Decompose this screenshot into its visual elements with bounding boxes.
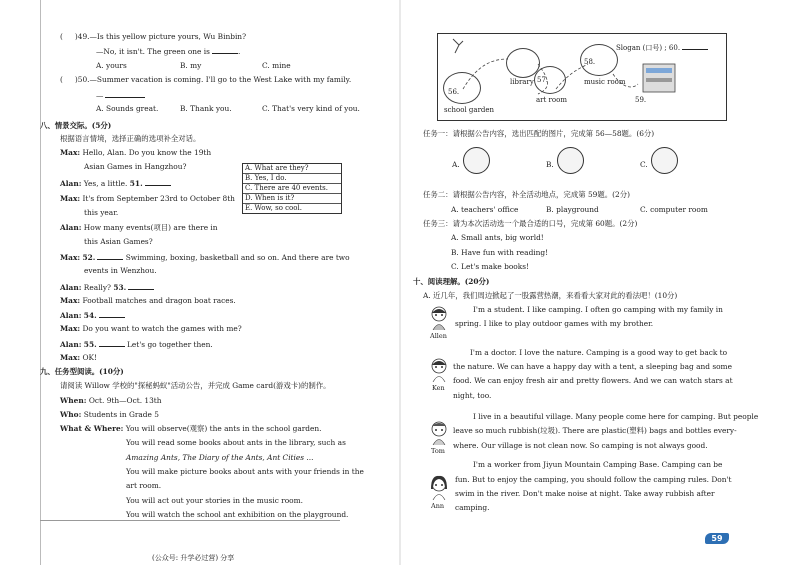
q49-option-c: C. mine	[262, 61, 291, 70]
section8-title: 八、情景交际。(5分)	[40, 121, 112, 130]
ken-text-line: I'm a doctor. I love the nature. Camping is a good way to get back to	[470, 348, 728, 357]
dialogue-line: this year.	[84, 208, 119, 217]
task2-option-a: A. teachers' office	[451, 205, 519, 214]
ken-name: Ken	[432, 384, 445, 392]
q49-question: ( )49.—Is this yellow picture yours, Wu Binbin?	[60, 32, 247, 41]
notice-item: You will read some books about ants in the library, such as	[126, 438, 346, 447]
pic-label-b: B.	[546, 160, 554, 169]
section10-intro: A. 近几年，我们周边掀起了一股露营热潮，来看看大家对此的看法吧！(10分)	[423, 291, 678, 300]
dialogue-line: Max: Hello, Alan. Do you know the 19th	[60, 148, 212, 157]
task3-option-b: B. Have fun with reading!	[451, 248, 549, 257]
task3-option-a: A. Small ants, big world!	[451, 233, 544, 242]
option-d: D. When is it?	[243, 194, 341, 204]
tom-text-line: leave so much rubbish(垃圾). There are plastic(塑料) bags and bottles every-	[453, 426, 737, 435]
school-garden-label: school garden	[444, 106, 495, 114]
ann-text-line: swim in the river. Don't make noise at night. Take away rubbish after	[455, 489, 715, 498]
blank-58: 58.	[584, 58, 596, 66]
dialogue-line: Alan: 55. Let's go together then.	[60, 340, 213, 349]
dialogue-line: Max: 52. Swimming, boxing, basketball and so on. And there are two	[60, 253, 350, 262]
tom-text-line: I live in a beautiful village. Many people come here for camping. But people	[473, 412, 759, 421]
footer-text: (公众号: 升学必过营) 分享	[152, 554, 235, 562]
pic-label-a: A.	[452, 160, 460, 169]
q50-question: ( )50.—Summer vacation is coming. I'll go to the West Lake with my family.	[60, 75, 352, 84]
section10-title: 十、阅读理解。(20分)	[413, 277, 490, 286]
dialogue-line: Max: It's from September 23rd to October 8th	[60, 194, 235, 203]
notice-when: When: Oct. 9th—Oct. 13th	[60, 396, 162, 405]
task3-text: 任务三：请为本次活动选一个最合适的口号，完成第 60题。(2分)	[423, 219, 638, 228]
ann-text-line: I'm a worker from Jiyun Mountain Camping Base. Camping can be	[473, 460, 723, 469]
tom-name: Tom	[431, 447, 445, 455]
activity-map	[437, 33, 727, 121]
allen-text-line: I'm a student. I like camping. I often go camping with my family in	[473, 305, 723, 314]
notice-item: You will watch the school ant exhibition on the playground.	[126, 510, 349, 519]
allen-avatar	[428, 305, 450, 330]
task1-text: 任务一：请根据公告内容，选出匹配的图片，完成第 56—58题。(6分)	[423, 129, 655, 138]
ken-text-line: food. We can enjoy fresh air and pretty flowers. And we can watch stars at	[453, 376, 733, 385]
q50-option-a: A. Sounds great.	[96, 104, 159, 113]
tom-avatar	[428, 420, 450, 445]
option-c: C. There are 40 events.	[243, 184, 341, 194]
task2-option-c: C. computer room	[640, 205, 708, 214]
notice-who: Who: Students in Grade 5	[60, 410, 159, 419]
slogan-label: Slogan (口号) ; 60.	[616, 42, 708, 53]
dialogue-line: Alan: Yes, a little. 51.	[60, 178, 171, 189]
dialogue-line: Max: OK!	[60, 353, 98, 362]
dialogue-line: this Asian Games?	[84, 237, 153, 246]
dialogue-line: Alan: 54.	[60, 310, 125, 321]
ann-avatar	[428, 475, 450, 500]
page-number: 59	[705, 533, 729, 544]
kids-picture-icon	[463, 147, 490, 174]
notice-item: art room.	[126, 481, 162, 490]
blank-56: 56.	[448, 88, 460, 96]
ken-text-line: night, too.	[453, 391, 492, 400]
notice-item: You will make picture books about ants with your friends in the	[126, 467, 364, 476]
blank-57: 57.	[537, 76, 549, 84]
notice-item: You will act out your stories in the music room.	[126, 496, 303, 505]
option-a: A. What are they?	[243, 164, 341, 174]
ann-text-line: camping.	[455, 503, 490, 512]
ann-text-line: fun. But to enjoy the camping, you should follow the camping rules. Don't	[455, 475, 732, 484]
q49-option-b: B. my	[180, 61, 202, 70]
tom-text-line: where. Our village is not clean now. So camping is not always good.	[453, 441, 708, 450]
art-room-label: art room	[536, 96, 567, 104]
ann-name: Ann	[431, 502, 445, 510]
margin-line	[40, 0, 41, 565]
q50-option-c: C. That's very kind of you.	[262, 104, 360, 113]
allen-text-line: spring. I like to play outdoor games with my brother.	[455, 319, 654, 328]
dialogue-line: Alan: How many events(项目) are there in	[60, 223, 218, 232]
options-box	[242, 163, 342, 214]
notice-item: Amazing Ants, The Diary of the Ants, Ant Cities ...	[126, 453, 314, 462]
footer-rule	[40, 520, 340, 521]
pic-label-c: C.	[640, 160, 648, 169]
notice-what-where: What & Where: You will observe(观察) the ants in the school garden.	[60, 424, 322, 433]
option-b: B. Yes, I do.	[243, 174, 341, 184]
ken-text-line: the nature. We can have a happy day with a tent, a sleeping bag and some	[453, 362, 732, 371]
library-label: library	[510, 78, 534, 86]
q49-option-a: A. yours	[96, 61, 127, 70]
task3-option-c: C. Let's make books!	[451, 262, 530, 271]
section8-instructions: 根据语言情境，选择正确的选项补全对话。	[60, 134, 201, 143]
q50-answer: —	[96, 90, 145, 101]
section9-title: 九、任务型阅读。(10分)	[40, 367, 124, 376]
blank-59: 59.	[635, 96, 647, 104]
option-e: E. Wow, so cool.	[245, 203, 302, 212]
music-room-label: music room	[584, 78, 626, 86]
task2-text: 任务二：请根据公告内容，补全活动地点，完成第 59题。(2分)	[423, 190, 630, 199]
dialogue-line: Asian Games in Hangzhou?	[84, 162, 187, 171]
book-reader-icon	[651, 147, 678, 174]
ken-avatar	[428, 357, 450, 382]
allen-name: Allen	[430, 332, 447, 340]
dialogue-line: Max: Do you want to watch the games with me?	[60, 324, 242, 333]
q50-option-b: B. Thank you.	[180, 104, 232, 113]
q49-answer: —No, it isn't. The green one is .	[96, 47, 241, 56]
dialogue-line: Max: Football matches and dragon boat races.	[60, 296, 236, 305]
dialogue-line: events in Wenzhou.	[84, 266, 157, 275]
dialogue-line: Alan: Really? 53.	[60, 282, 154, 293]
task2-option-b: B. playground	[546, 205, 599, 214]
section9-instructions: 请阅读 Willow 学校的"探秘蚂蚁"活动公告，并完成 Game card(游戏卡)的制作。	[60, 381, 331, 390]
magnifier-ant-icon	[557, 147, 584, 174]
